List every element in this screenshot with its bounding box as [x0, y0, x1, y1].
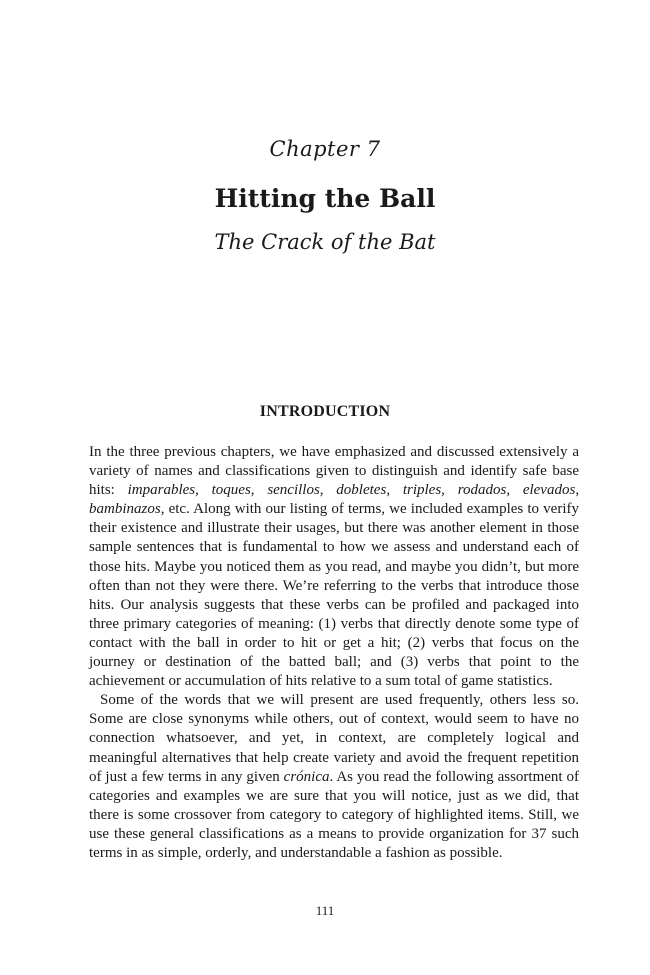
spanish-term: sencillos, dobletes: [267, 482, 387, 499]
chapter-title: Hitting the Ball: [214, 184, 436, 213]
section-heading: INTRODUCTION: [259, 403, 391, 420]
spanish-term: triples: [402, 482, 442, 499]
paragraph-2: Some of the words that we will present are used frequently, others less so. Some are close synonyms while others, out of context, would seem to have no connection whatsoever, and yet, in context, are completely logical and meaningful alternatives that help create variety and avoid the frequent repetition of just a few terms in any given crónica. As you read the following assortment of categories and examples we are sure that you will notice, just as we did, that there is some crossover from category to category of highlighted items. Still, we use these general classifications as a means to provide organization for 37 such terms in as simple, orderly, and understandable a fashion as possible.: [89, 692, 579, 861]
chapter-subtitle: The Crack of the Bat: [214, 230, 436, 254]
spanish-term: bambinazos: [89, 501, 161, 518]
spanish-term: toques: [211, 482, 251, 499]
page-number: 111: [315, 903, 335, 918]
spanish-term: imparables: [127, 482, 196, 499]
spanish-term: elevados: [522, 482, 576, 499]
spanish-term: rodados: [457, 482, 507, 499]
body-text: [89, 443, 579, 863]
chapter-label: Chapter 7: [269, 137, 381, 161]
spanish-term: crónica: [283, 768, 330, 785]
paragraph-1: In the three previous chapters, we have emphasized and discussed extensively a variety of names and classifications given to distinguish and identify safe base hits: imparables, toques, sencillos, dobletes, triples, rodados, elevados, bambinazos, etc. Along with our listing of terms, we included examples to verify their existence and illustrate their usages, but there was another element in those sample sentences that is fundamental to how we assess and understand each of those hits. Maybe you noticed them as you read, and maybe you didn’t, but more often than not they were there. We’re referring to the verbs that introduce those hits. Our analysis suggests that these verbs can be profiled and packaged into three primary categories of meaning: (1) verbs that directly denote some type of contact with the ball in order to hit or get a hit; (2) verbs that focus on the journey or destination of the batted ball; and (3) verbs that point to the achievement or accumulation of hits relative to a sum total of game statistics.: [89, 444, 580, 690]
